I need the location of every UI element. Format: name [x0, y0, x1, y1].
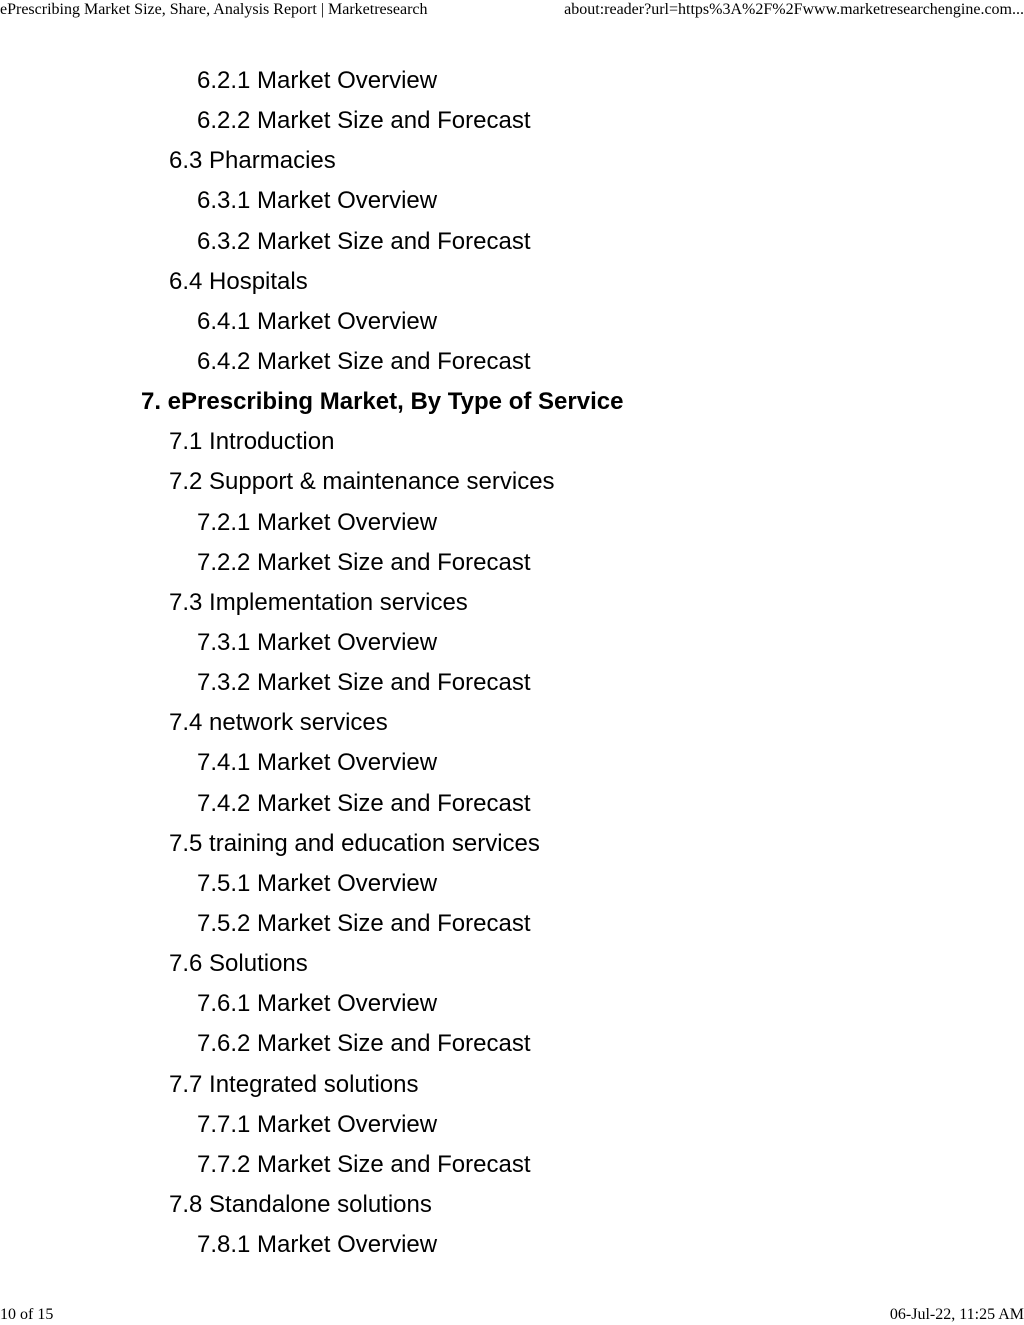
- toc-item: 7.2.2 Market Size and Forecast: [197, 548, 531, 576]
- toc-item: 7.3.2 Market Size and Forecast: [197, 669, 531, 697]
- toc-item: 6.4 Hospitals: [169, 267, 308, 295]
- toc-item: 7.7.2 Market Size and Forecast: [197, 1150, 531, 1178]
- toc-item: 7.6 Solutions: [169, 950, 308, 978]
- toc-item: 6.4.2 Market Size and Forecast: [197, 347, 531, 375]
- toc-item: 7.1 Introduction: [169, 428, 335, 456]
- toc-item: 7.7 Integrated solutions: [169, 1070, 419, 1098]
- toc-item: 7.2.1 Market Overview: [197, 508, 438, 536]
- toc-item: 7.4.1 Market Overview: [197, 749, 438, 777]
- toc-item: 6.3.2 Market Size and Forecast: [197, 227, 531, 255]
- print-footer: [0, 1305, 1024, 1325]
- toc-item: 6.2.2 Market Size and Forecast: [197, 107, 531, 135]
- toc-item: 7.8 Standalone solutions: [169, 1190, 432, 1218]
- table-of-contents: [0, 61, 1024, 1265]
- toc-item: 7.3 Implementation services: [169, 588, 468, 616]
- toc-item: 7.4 network services: [169, 709, 388, 737]
- page-counter: 10 of 15: [0, 1306, 54, 1323]
- toc-item: 7.4.2 Market Size and Forecast: [197, 789, 531, 817]
- toc-item: 7.5.2 Market Size and Forecast: [197, 909, 531, 937]
- page-title: ePrescribing Market Size, Share, Analysis Report | Marketresearch: [0, 1, 428, 18]
- toc-item: 7.7.1 Market Overview: [197, 1110, 438, 1138]
- toc-item: 7.6.1 Market Overview: [197, 990, 438, 1018]
- toc-item: 6.3.1 Market Overview: [197, 187, 438, 215]
- print-header: [0, 0, 1024, 20]
- toc-item: 7.8.1 Market Overview: [197, 1231, 438, 1259]
- toc-section-heading: 7. ePrescribing Market, By Type of Service: [141, 388, 624, 416]
- toc-item: 6.3 Pharmacies: [169, 147, 336, 175]
- print-datetime: 06-Jul-22, 11:25 AM: [889, 1306, 1024, 1323]
- toc-item: 7.5.1 Market Overview: [197, 869, 438, 897]
- page-url: about:reader?url=https%3A%2F%2Fwww.marketresearchengine.com...: [564, 1, 1024, 18]
- toc-item: 7.5 training and education services: [169, 829, 540, 857]
- toc-item: 7.3.1 Market Overview: [197, 628, 438, 656]
- toc-item: 6.2.1 Market Overview: [197, 67, 438, 94]
- toc-item: 7.2 Support & maintenance services: [169, 468, 555, 496]
- toc-item: 7.6.2 Market Size and Forecast: [197, 1030, 531, 1058]
- toc-item: 6.4.1 Market Overview: [197, 307, 438, 335]
